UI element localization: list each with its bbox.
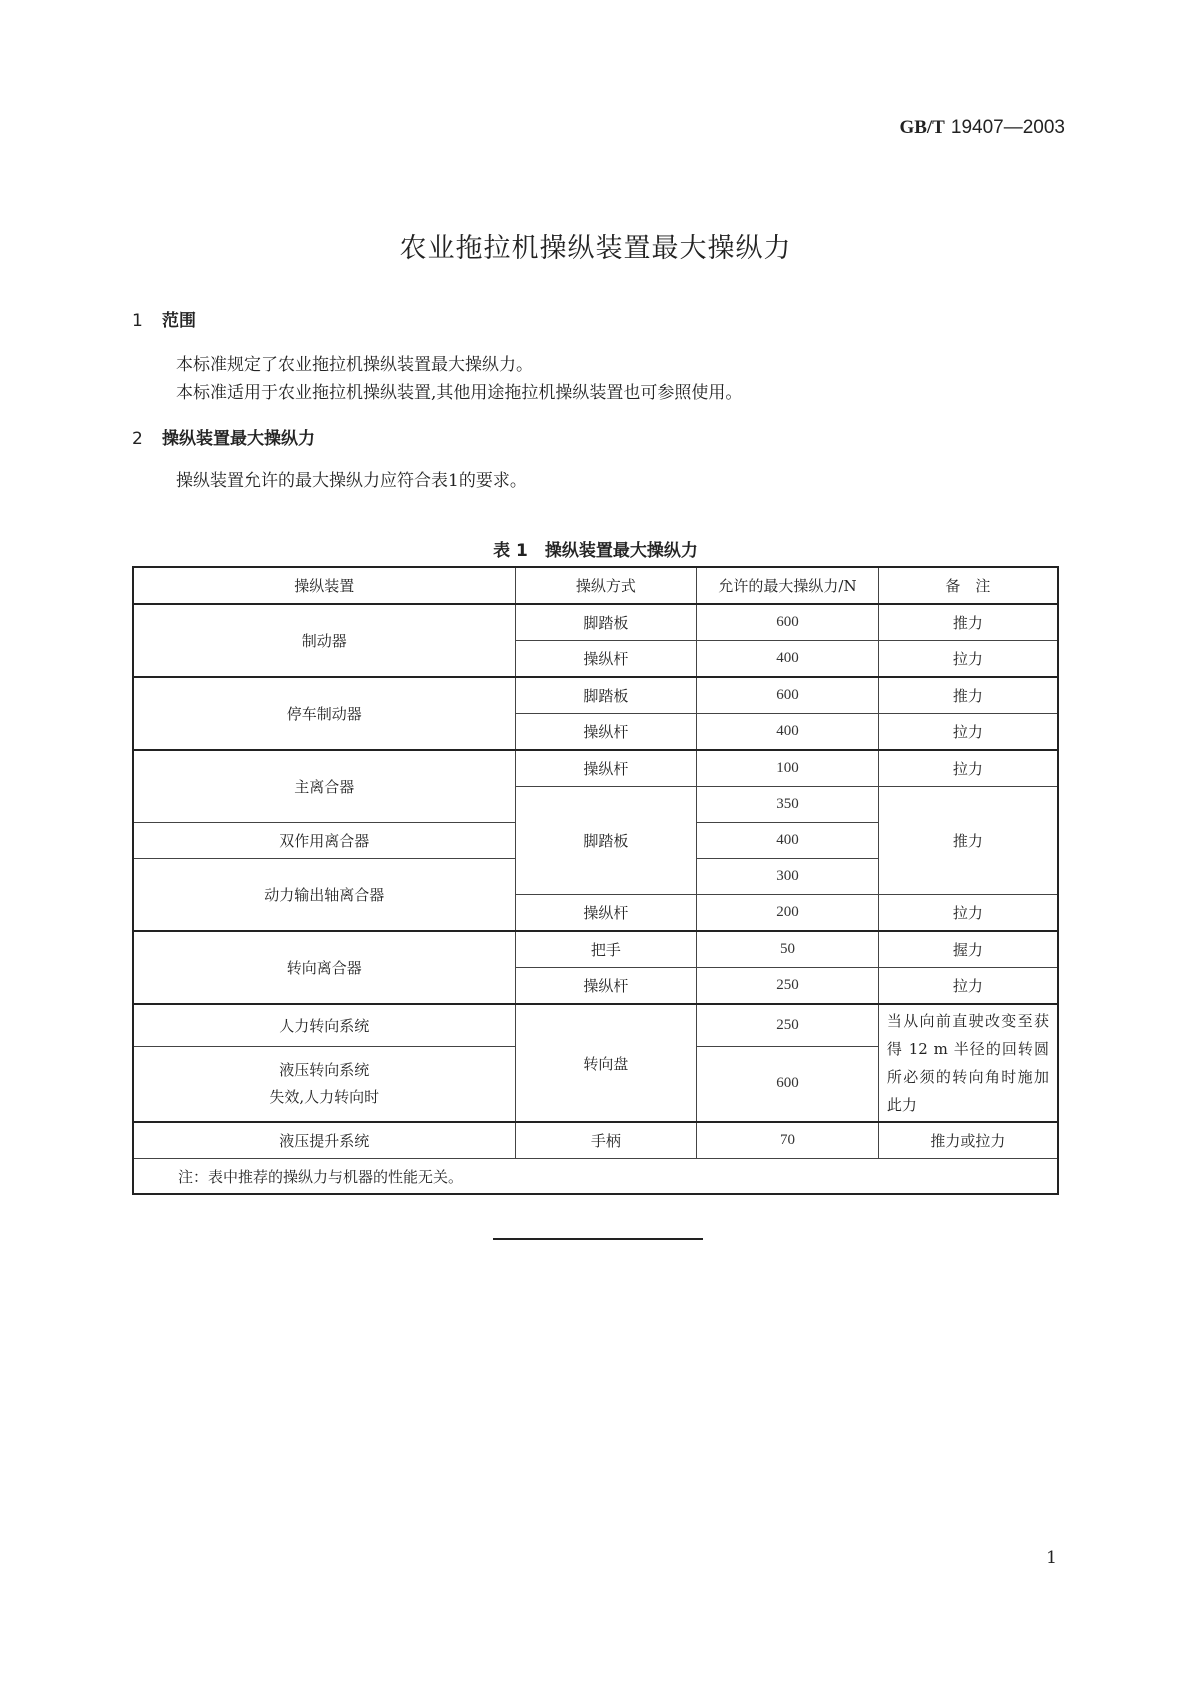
end-rule	[493, 1238, 703, 1240]
table-note-row	[133, 1159, 1058, 1195]
table-note: 注：表中推荐的操纵力与机器的性能无关。	[133, 1159, 1058, 1195]
section-1-paragraph-2: 本标准适用于农业拖拉机操纵装置,其他用途拖拉机操纵装置也可参照使用。	[176, 383, 743, 403]
force-cell: 100	[697, 750, 879, 787]
remark-cell: 推力	[878, 604, 1058, 641]
mode-cell: 手柄	[515, 1122, 697, 1159]
table-row	[133, 1004, 1058, 1046]
force-cell: 300	[697, 859, 879, 895]
mode-cell: 转向盘	[515, 1004, 697, 1122]
device-cell: 液压转向系统 失效,人力转向时	[133, 1046, 515, 1122]
page-number: 1	[1046, 1548, 1057, 1568]
mode-cell: 操纵杆	[515, 641, 697, 678]
table-row	[133, 677, 1058, 714]
table-row	[133, 750, 1058, 787]
force-cell: 400	[697, 714, 879, 751]
table-row	[133, 931, 1058, 968]
force-cell: 600	[697, 677, 879, 714]
force-cell: 70	[697, 1122, 879, 1159]
section-2-paragraph-1: 操纵装置允许的最大操纵力应符合表1的要求。	[176, 471, 527, 491]
mode-cell: 操纵杆	[515, 895, 697, 932]
force-table	[132, 566, 1059, 1195]
device-cell: 液压提升系统	[133, 1122, 515, 1159]
table-row	[133, 1122, 1058, 1159]
force-cell: 250	[697, 1004, 879, 1046]
force-cell: 350	[697, 787, 879, 823]
force-cell: 200	[697, 895, 879, 932]
standard-number: GB/T 19407—2003	[899, 117, 1065, 138]
header-remark: 备 注	[878, 567, 1058, 604]
mode-cell: 操纵杆	[515, 714, 697, 751]
force-cell: 250	[697, 968, 879, 1005]
header-mode: 操纵方式	[515, 567, 697, 604]
force-cell: 50	[697, 931, 879, 968]
force-cell: 400	[697, 823, 879, 859]
mode-cell: 把手	[515, 931, 697, 968]
remark-cell: 拉力	[878, 895, 1058, 932]
mode-cell: 脚踏板	[515, 787, 697, 895]
remark-cell: 推力	[878, 787, 1058, 895]
mode-cell: 脚踏板	[515, 604, 697, 641]
document-title: 农业拖拉机操纵装置最大操纵力	[399, 233, 792, 264]
mode-cell: 操纵杆	[515, 968, 697, 1005]
device-cell: 转向离合器	[133, 931, 515, 1004]
header-device: 操纵装置	[133, 567, 515, 604]
force-cell: 600	[697, 604, 879, 641]
section-1-heading: 1 范围	[132, 311, 196, 331]
device-cell: 人力转向系统	[133, 1004, 515, 1046]
remark-cell: 推力或拉力	[878, 1122, 1058, 1159]
table-caption: 表 1 操纵装置最大操纵力	[493, 541, 698, 561]
remark-cell: 当从向前直驶改变至获得 12 m 半径的回转圆所必须的转向角时施加此力	[878, 1004, 1058, 1122]
device-cell: 主离合器	[133, 750, 515, 823]
device-cell: 停车制动器	[133, 677, 515, 750]
device-cell: 双作用离合器	[133, 823, 515, 859]
force-cell: 600	[697, 1046, 879, 1122]
device-cell: 制动器	[133, 604, 515, 677]
remark-cell: 拉力	[878, 714, 1058, 751]
force-cell: 400	[697, 641, 879, 678]
remark-cell: 握力	[878, 931, 1058, 968]
remark-cell: 拉力	[878, 750, 1058, 787]
mode-cell: 脚踏板	[515, 677, 697, 714]
section-2-heading: 2 操纵装置最大操纵力	[132, 429, 315, 449]
section-1-paragraph-1: 本标准规定了农业拖拉机操纵装置最大操纵力。	[176, 355, 533, 375]
table-header-row	[133, 567, 1058, 604]
remark-cell: 拉力	[878, 968, 1058, 1005]
header-force: 允许的最大操纵力/N	[697, 567, 879, 604]
remark-cell: 推力	[878, 677, 1058, 714]
table-row	[133, 604, 1058, 641]
mode-cell: 操纵杆	[515, 750, 697, 787]
device-cell: 动力输出轴离合器	[133, 859, 515, 932]
remark-cell: 拉力	[878, 641, 1058, 678]
